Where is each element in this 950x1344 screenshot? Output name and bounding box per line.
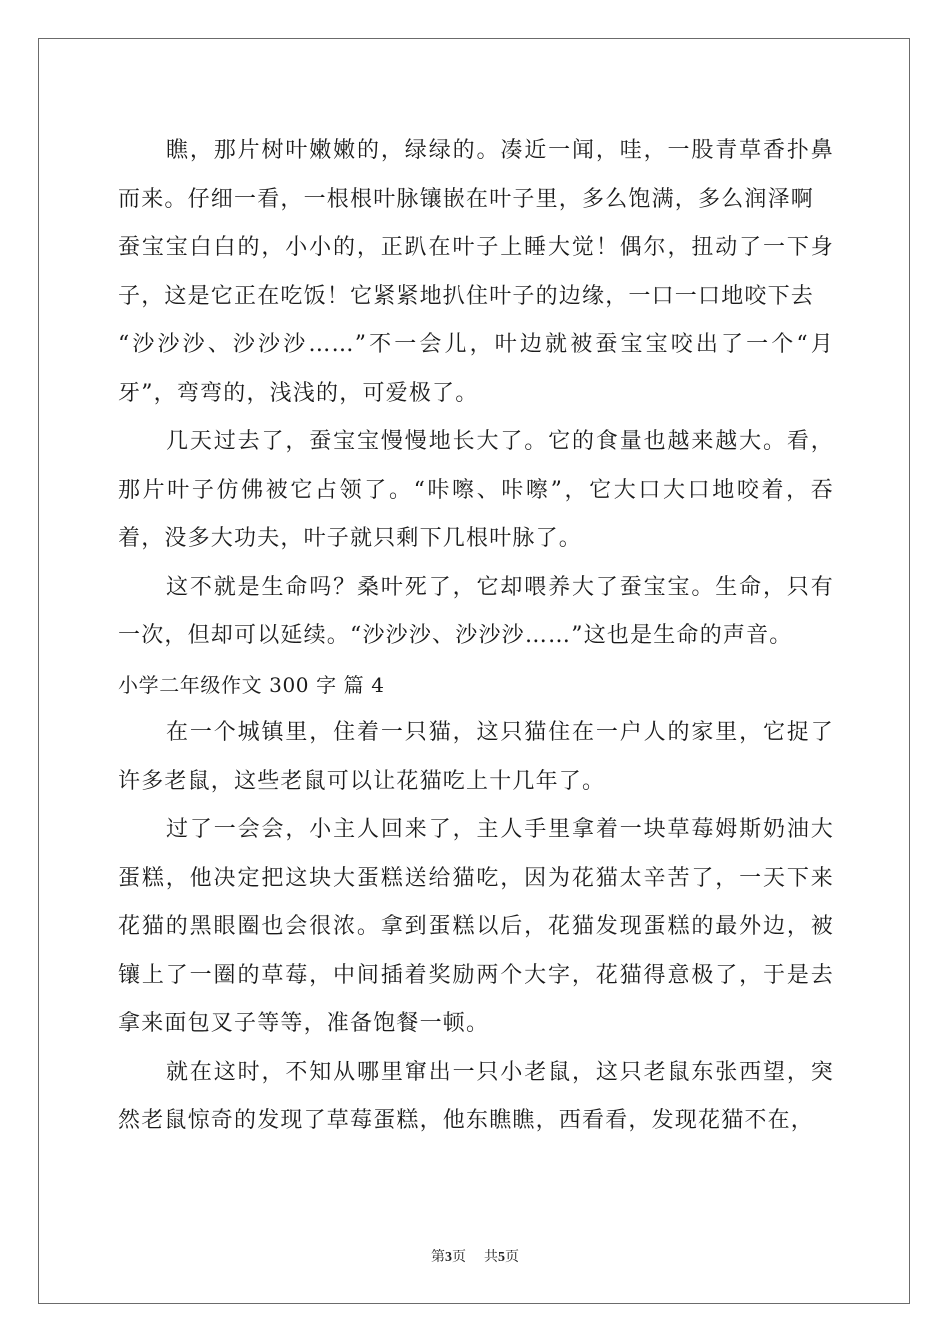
paragraph: 在一个城镇里，住着一只猫，这只猫住在一户人的家里，它捉了许多老鼠，这些老鼠可以让花猫吃上十几年了。 xyxy=(118,720,834,794)
paragraph: 过了一会会，小主人回来了，主人手里拿着一块草莓姆斯奶油大蛋糕，他决定把这块大蛋糕送给猫吃，因为花猫太辛苦了，一天下来花猫的黑眼圈也会很浓。拿到蛋糕以后，花猫发现蛋糕的最外边，被镶上了一圈的草莓，中间插着奖励两个大字，花猫得意极了，于是去拿来面包叉子等等，准备饱餐一顿。 xyxy=(118,817,834,1036)
page-label-prefix: 第 xyxy=(431,1250,445,1265)
section-heading: 小学二年级作文 300 字 篇 4 xyxy=(118,672,385,697)
page-footer xyxy=(0,1246,950,1266)
paragraph: 这不就是生命吗？桑叶死了，它却喂养大了蚕宝宝。生命，只有一次，但却可以延续。“沙沙沙、沙沙沙……”这也是生命的声音。 xyxy=(118,574,834,648)
paragraph: 蚕宝宝白白的，小小的，正趴在叶子上睡大觉！偶尔，扭动了一下身子，这是它正在吃饭！它紧紧地扒住叶子的边缘，一口一口地咬下去 xyxy=(118,235,834,309)
paragraph: 瞧，那片树叶嫩嫩的，绿绿的。凑近一闻，哇，一股青草香扑鼻而来。仔细一看，一根根叶脉镶嵌在叶子里，多么饱满，多么润泽啊 xyxy=(118,138,834,212)
paragraph: “沙沙沙、沙沙沙……”不一会儿，叶边就被蚕宝宝咬出了一个“月牙”，弯弯的，浅浅的，可爱极了。 xyxy=(118,332,834,406)
total-label-suffix: 页 xyxy=(505,1250,519,1265)
paragraph: 几天过去了，蚕宝宝慢慢地长大了。它的食量也越来越大。看，那片叶子仿佛被它占领了。“咔嚓、咔嚓”，它大口大口地咬着，吞着，没多大功夫，叶子就只剩下几根叶脉了。 xyxy=(118,429,834,551)
page-label-suffix: 页 xyxy=(452,1250,466,1265)
paragraph: 就在这时，不知从哪里窜出一只小老鼠，这只老鼠东张西望，突然老鼠惊奇的发现了草莓蛋糕，他东瞧瞧，西看看，发现花猫不在， xyxy=(118,1059,834,1133)
page-total: 5 xyxy=(498,1250,505,1265)
page-current: 3 xyxy=(445,1250,452,1265)
document-body xyxy=(118,127,834,1146)
total-label-prefix: 共 xyxy=(484,1250,498,1265)
